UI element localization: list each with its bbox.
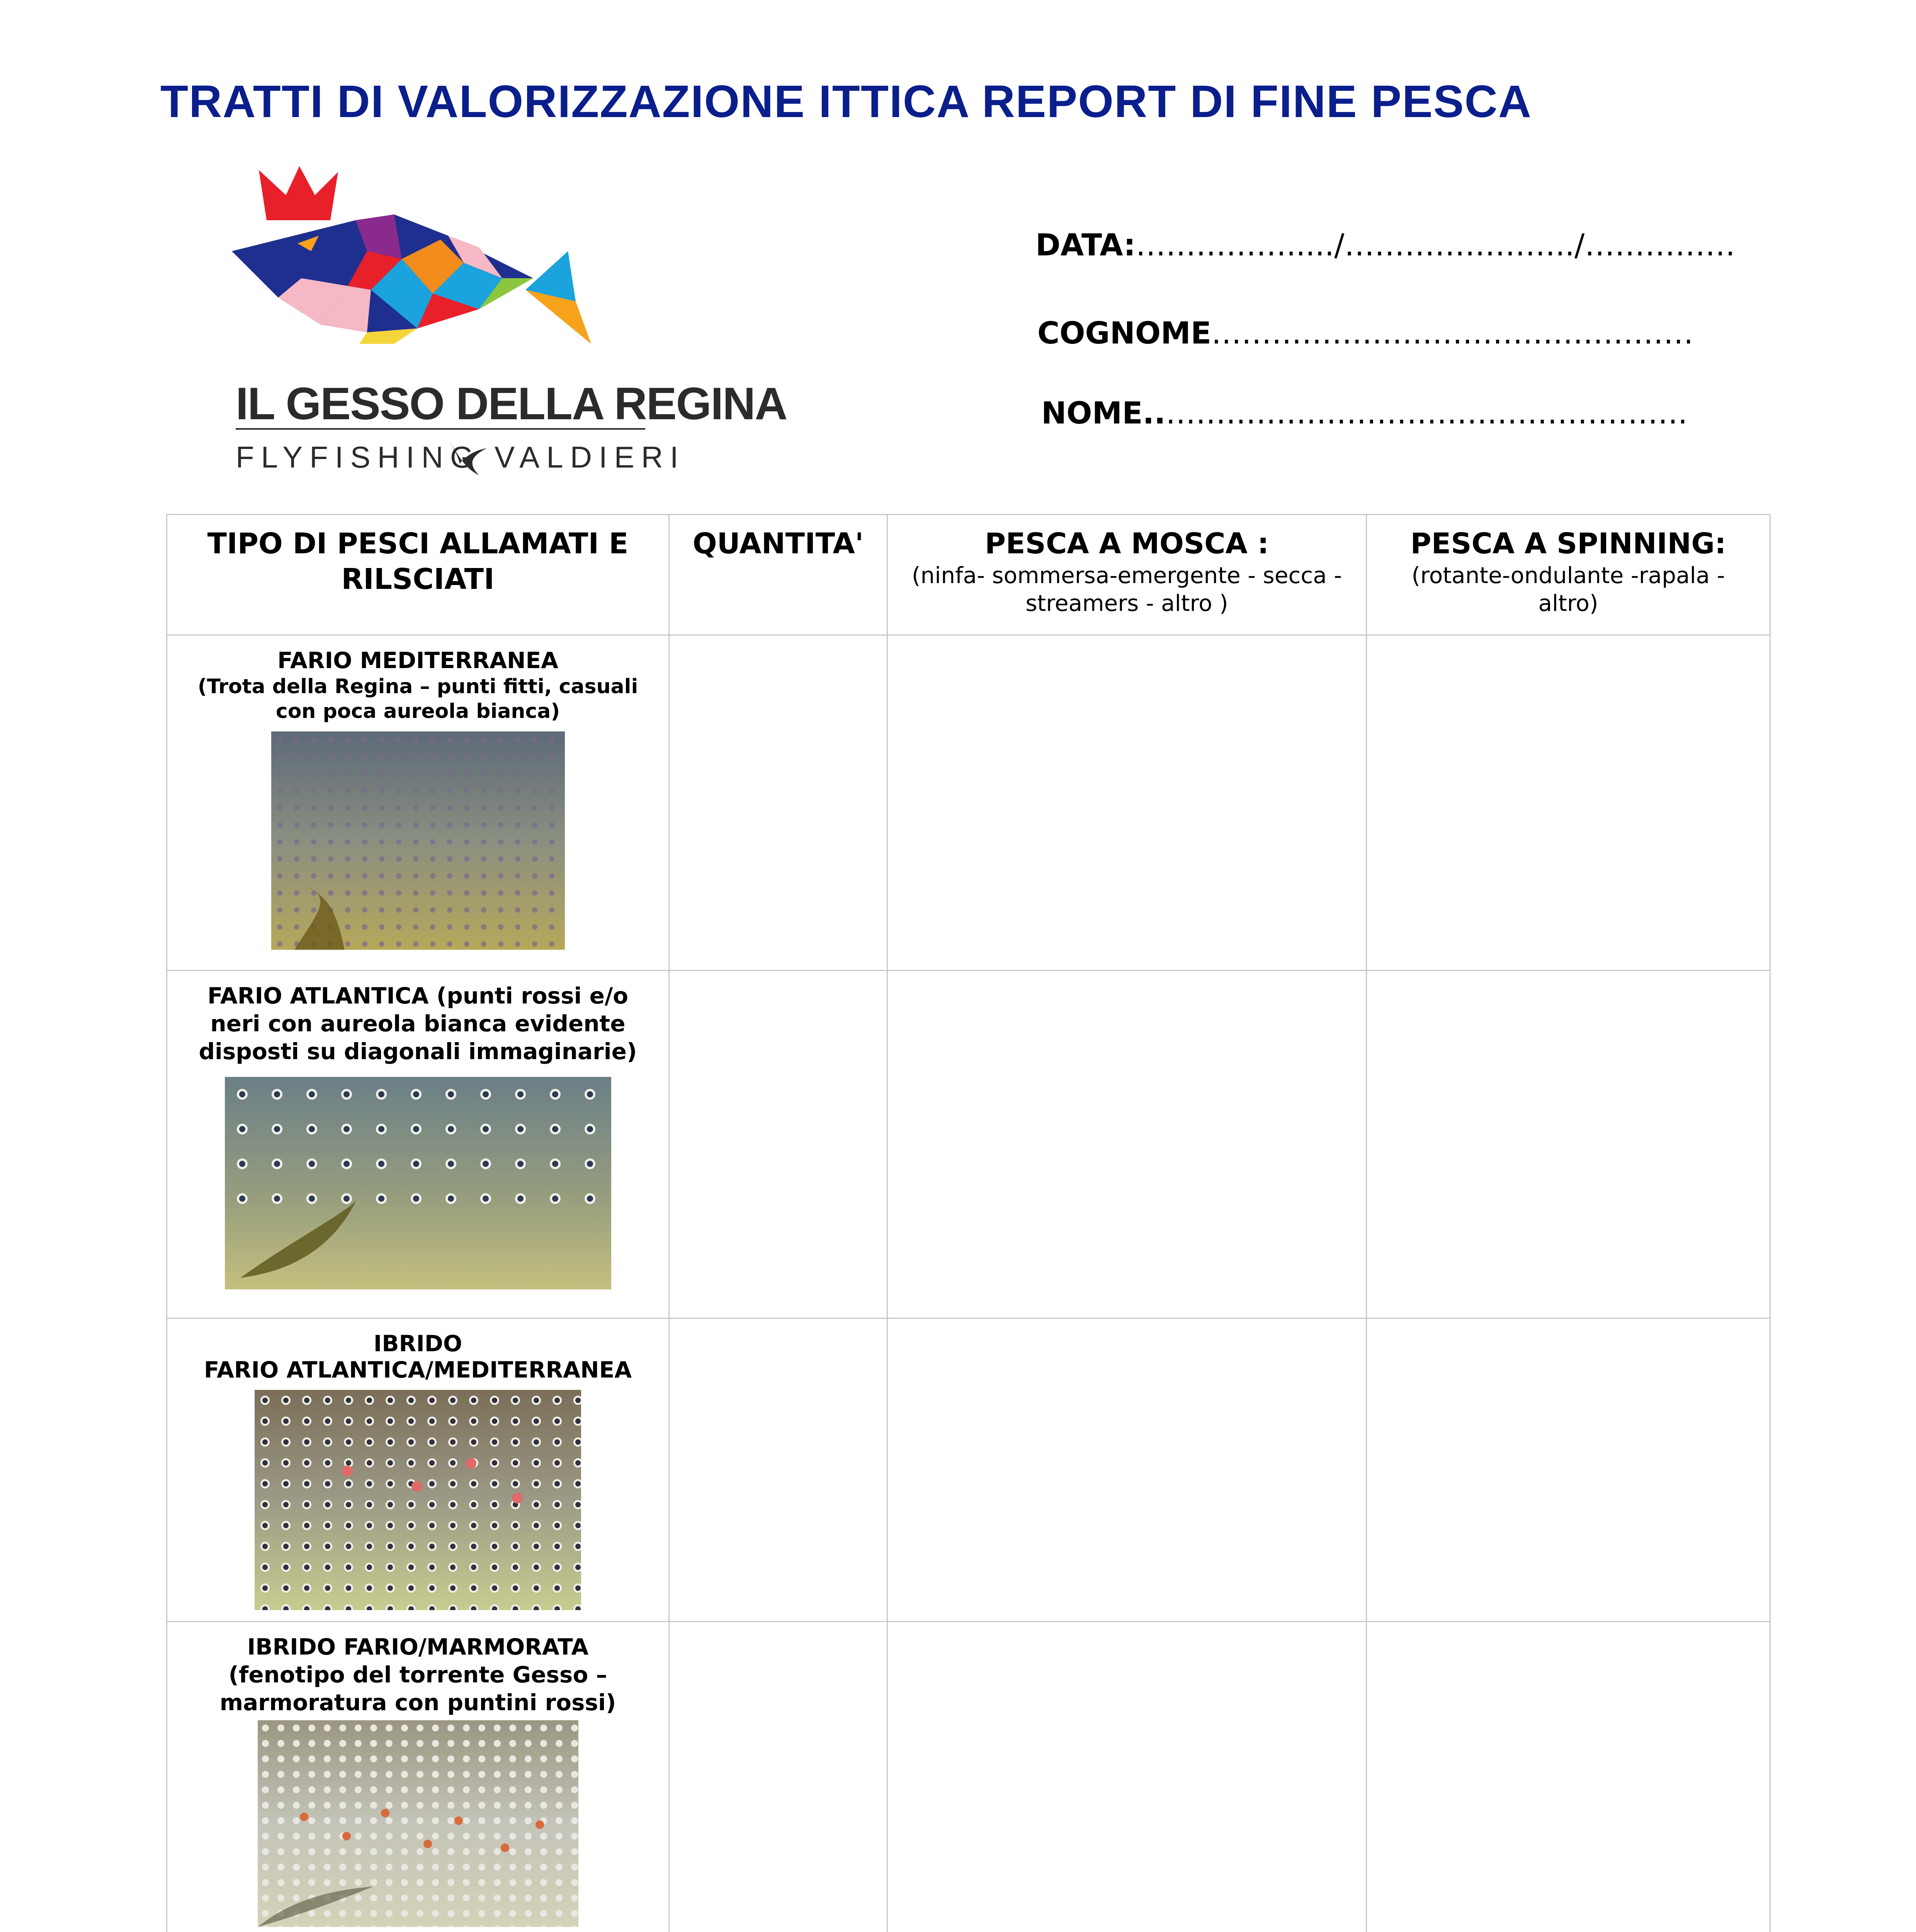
cognome-label: COGNOME: [1037, 316, 1212, 351]
species-cell: [167, 971, 669, 1318]
species-title: FARIO ATLANTICA (punti rossi e/o neri con aureola bianca evidente disposti su diagonali immaginarie): [199, 983, 637, 1065]
data-field[interactable]: [1035, 228, 1735, 263]
quantity-cell[interactable]: [669, 635, 887, 971]
species-title: FARIO MEDITERRANEA: [277, 647, 559, 673]
data-dots: ……………...../…………………../……………: [1136, 228, 1736, 263]
spinning-cell[interactable]: [1367, 1318, 1770, 1622]
fario-mediterranea-photo: [271, 731, 565, 950]
header-mosca-sub: (ninfa- sommersa-emergente - secca - streamers - altro ): [911, 562, 1342, 616]
header-mosca: PESCA A MOSCA : (ninfa- sommersa-emergente - secca - streamers - altro ): [887, 515, 1367, 635]
spinning-cell[interactable]: [1367, 971, 1770, 1318]
fario-atlantica-photo: [225, 1077, 611, 1289]
cognome-dots: …………………………………………: [1211, 316, 1694, 351]
table-row: [167, 1622, 1770, 1932]
page-title: TRATTI DI VALORIZZAZIONE ITTICA REPORT DI FINE PESCA: [160, 76, 1532, 127]
species-title: IBRIDO FARIO/MARMORATA (fenotipo del torrente Gesso – marmoratura con puntini rossi): [219, 1634, 616, 1716]
spinning-cell[interactable]: [1367, 1622, 1770, 1932]
species-cell: [167, 1622, 669, 1932]
quantity-cell[interactable]: [669, 1318, 887, 1622]
cognome-field[interactable]: [1037, 316, 1693, 351]
nome-dots: …………………………………………….: [1165, 396, 1688, 431]
logo-tagline-left: FLYFISHING: [236, 440, 481, 474]
species-title: IBRIDO: [373, 1330, 462, 1357]
ibrido-fario-marmorata-photo: [258, 1720, 578, 1927]
mosca-cell[interactable]: [887, 971, 1367, 1318]
table-row: [167, 635, 1770, 971]
data-label: DATA:: [1035, 228, 1136, 263]
species-cell: [167, 635, 669, 971]
species-cell: [167, 1318, 669, 1622]
spinning-cell[interactable]: [1367, 635, 1770, 971]
species-table: [166, 514, 1771, 1932]
nome-label: NOME..: [1041, 396, 1166, 431]
table-row: [167, 1318, 1770, 1622]
header-quantita: QUANTITA': [669, 515, 887, 635]
mosca-cell[interactable]: [887, 635, 1367, 971]
ibrido-atlantica-mediterranea-photo: [255, 1390, 581, 1610]
table-row: [167, 971, 1770, 1318]
header-spinning: PESCA A SPINNING: (rotante-ondulante -rapala - altro): [1367, 515, 1770, 635]
species-note: (Trota della Regina – punti fitti, casuali con poca aureola bianca): [197, 675, 638, 723]
mosca-cell[interactable]: [887, 1622, 1367, 1932]
quantity-cell[interactable]: [669, 1622, 887, 1932]
nome-field[interactable]: [1041, 396, 1688, 431]
table-header-row: [167, 515, 1770, 635]
mosca-cell[interactable]: [887, 1318, 1367, 1622]
crowned-fish-logo: [232, 162, 787, 479]
header-spinning-sub: (rotante-ondulante -rapala - altro): [1411, 562, 1725, 616]
quantity-cell[interactable]: [669, 971, 887, 1318]
logo-tagline-right: VALDIERI: [495, 440, 685, 474]
logo-name: IL GESSO DELLA REGINA: [236, 378, 787, 429]
species-note: FARIO ATLANTICA/MEDITERRANEA: [204, 1357, 632, 1383]
header-tipo: TIPO DI PESCI ALLAMATI E RILSCIATI: [167, 515, 669, 635]
